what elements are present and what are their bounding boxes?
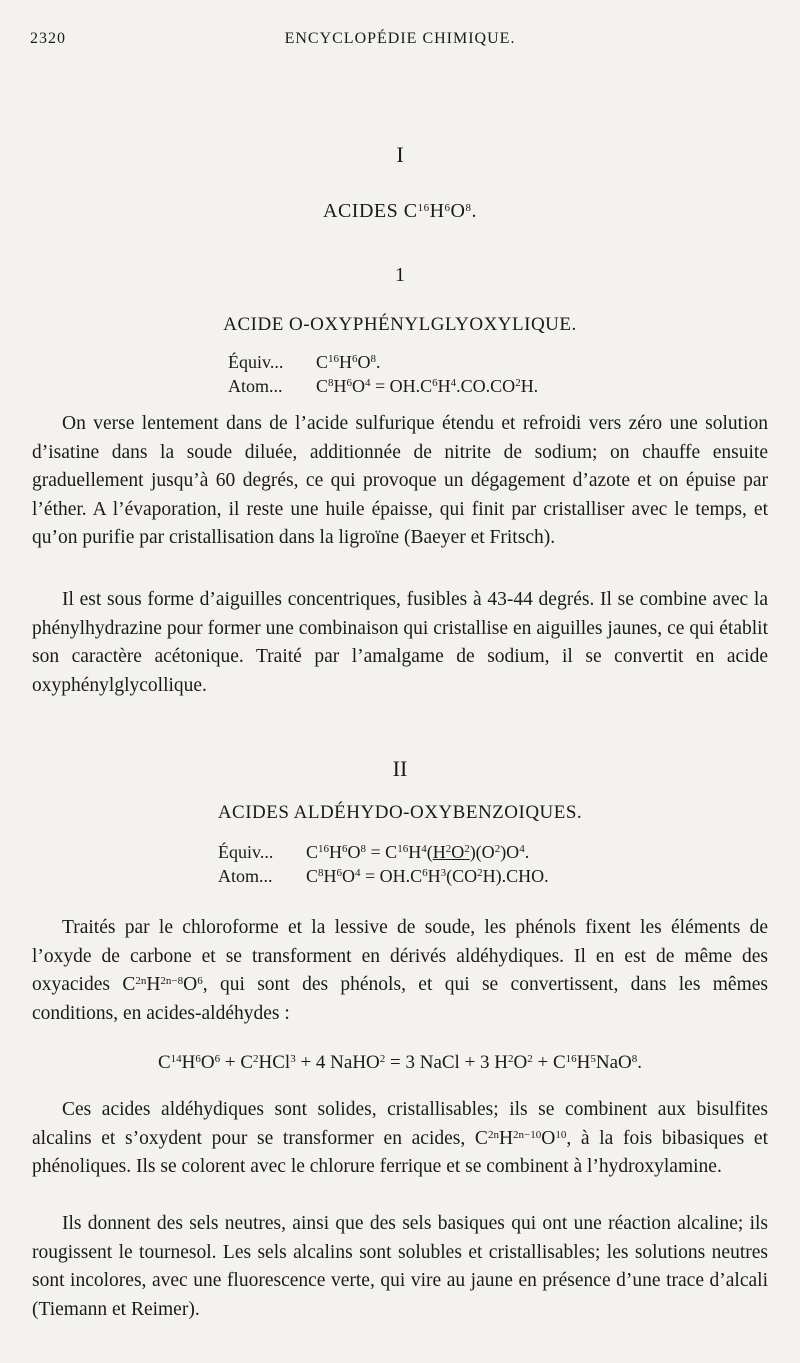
section-numeral-2: II	[392, 756, 408, 781]
paragraph: Ils donnent des sels neutres, ainsi que des sels basiques qui ont une réaction alcaline; ils rougissent le tournesol. Les sels alcalins sont solubles et cristallisables; les solutions neutres sont incolores, avec une fluorescence verte, qui vire au jaune en présence d’une trace d’alcali (Tiemann et Reimer).	[32, 1213, 768, 1320]
formula-block-2	[218, 840, 549, 888]
atom-formula: $C^8H^6O^4 = OH.C^6H^4.CO.CO^2H$.	[316, 376, 539, 396]
compound-title: ACIDE O-OXYPHÉNYLGLYOXYLIQUE.	[223, 314, 577, 335]
page-number: 2320	[30, 30, 66, 47]
running-header	[30, 30, 770, 56]
section-title-2: ACIDES ALDÉHYDO-OXYBENZOIQUES.	[217, 802, 583, 823]
equiv-label: Équiv...	[218, 842, 274, 862]
section-title-1: ACIDES $C^{16}H^6O^8$.	[323, 200, 477, 222]
chemical-equation: $C^{14}H^6O^6 + C^2HCl^3 + 4$ NaHO$^2$ = 3 NaCl + 3 $H^2O^2 + C^{16}H^5NaO^8$.	[157, 1052, 643, 1073]
equiv-formula: $C^{16}H^6O^8$.	[316, 352, 381, 372]
atom-formula: $C^8H^6O^4 = OH.C^6H^3(CO^2H).CHO$.	[306, 866, 549, 886]
paragraph: Traités par le chloroforme et la lessive de soude, les phénols fixent les éléments de l’oxyde de carbone et se transforment en dérivés aldéhydiques. Il en est de même des oxyacides $C^{2n}H^{2n-8}O^6$, qui sont des phénols, et qui se convertissent, dans les mêmes conditions, en acides-aldéhydes :	[32, 917, 768, 1024]
atom-label: Atom...	[218, 866, 273, 886]
atom-label: Atom...	[228, 376, 283, 396]
running-title: ENCYCLOPÉDIE CHIMIQUE.	[284, 30, 516, 47]
paragraph: Il est sous forme d’aiguilles concentriques, fusibles à 43-44 degrés. Il se combine avec la phénylhydrazine pour former une combinaison qui cristallise en aiguilles jaunes, ce qui établit son caractère acétonique. Traité par l’amalgame de sodium, il se convertit en acide oxyphénylglycollique.	[32, 589, 768, 696]
equiv-formula: $C^{16}H^6O^8 = C^{16}H^4(H^2O^2)(O^2)O^4$.	[306, 842, 530, 862]
paragraph: Ces acides aldéhydiques sont solides, cristallisables; ils se combinent aux bisulfites alcalins et s’oxydent pour se transformer en acides, $C^{2n}H^{2n-10}O^{10}$, à la fois bibasiques et phénoliques. Ils se colorent avec le chlorure ferrique et se combinent à l’hydroxylamine.	[32, 1099, 768, 1177]
paragraph: On verse lentement dans de l’acide sulfurique étendu et refroidi vers zéro une solution d’isatine dans la soude diluée, additionnée de nitrite de sodium; on chauffe ensuite graduellement jusqu’à 60 degrés, ce qui provoque un dégagement d’azote et on épuise par l’éther. A l’évaporation, il reste une huile épaisse, qui finit par cristalliser avec le temps, et qu’on purifie par cristallisation dans la ligroïne (Baeyer et Fritsch).	[32, 413, 768, 548]
section-numeral-1: I	[396, 142, 404, 167]
formula-block-1	[228, 350, 538, 398]
subsection-number: 1	[395, 264, 405, 286]
equiv-label: Équiv...	[228, 352, 284, 372]
